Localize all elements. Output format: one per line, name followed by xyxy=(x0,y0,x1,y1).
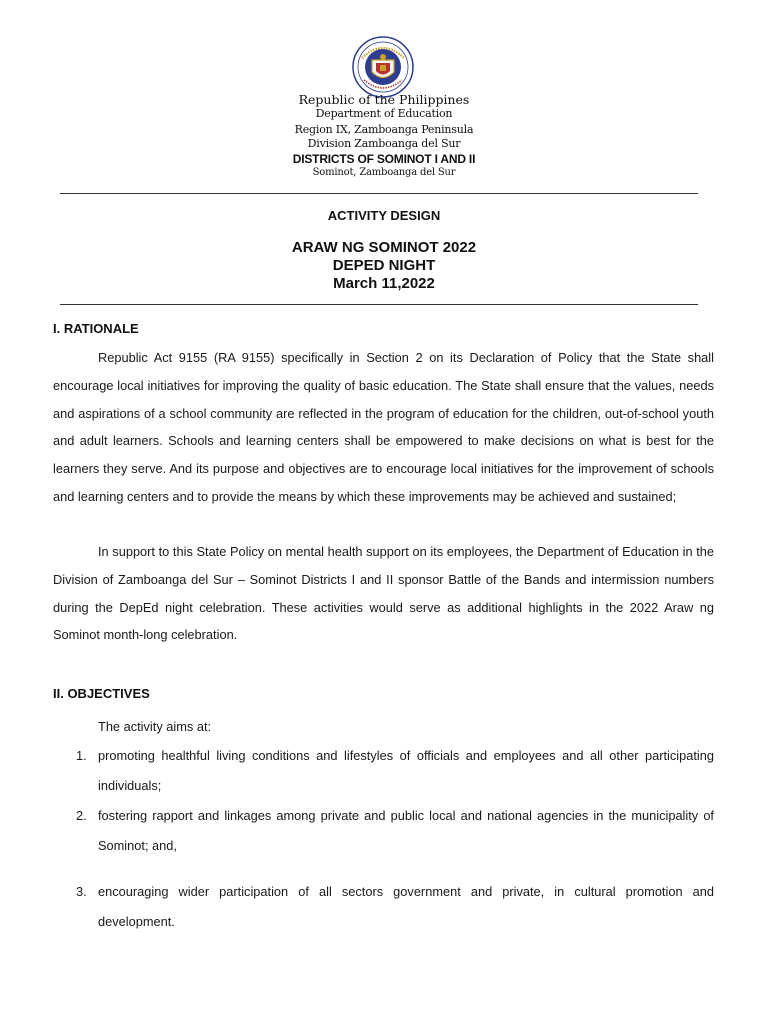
deped-seal-icon xyxy=(352,36,414,98)
header-divider xyxy=(60,193,698,194)
document-type-label: ACTIVITY DESIGN xyxy=(327,208,441,223)
rationale-paragraph: In support to this State Policy on mental health support on its employees, the Department of Education in the Division of Zamboanga del Sur – Sominot Districts I and II sponsor Battle of the Bands and intermission numbers during the DepEd night celebration. These activities would serve as additional highlights in the 2022 Araw ng Sominot month-long celebration. xyxy=(53,544,714,643)
document-date: March 11,2022 xyxy=(333,275,435,292)
header-location: Sominot, Zamboanga del Sur xyxy=(312,167,456,178)
list-item-text: promoting healthful living conditions and lifestyles of officials and employees and all other participating individuals; xyxy=(98,748,714,793)
section-heading-rationale: I. RATIONALE xyxy=(53,321,139,336)
header-division: Division Zamboanga del Sur xyxy=(307,137,461,150)
header-country: Republic of the Philippines xyxy=(298,92,470,107)
header-department: Department of Education xyxy=(315,107,453,120)
list-item-number: 1. xyxy=(76,748,87,763)
title-divider xyxy=(60,304,698,305)
header-districts: DISTRICTS OF SOMINOT I AND II xyxy=(292,152,476,166)
list-item-number: 2. xyxy=(76,808,87,823)
list-item-text: encouraging wider participation of all sectors government and private, in cultural promotion and development. xyxy=(98,884,714,929)
document-subtitle: DEPED NIGHT xyxy=(332,257,436,274)
rationale-paragraph: Republic Act 9155 (RA 9155) specifically in Section 2 on its Declaration of Policy that the State shall encourage local initiatives for improving the quality of basic education. The State shall ensure that the values, needs and aspirations of a school community are reflected in the program of education for the children, out-of-school youth and adult learners. Schools and learning centers shall be empowered to make decisions on what is best for the learners they serve. And its purpose and objectives are to encourage local initiatives for the improvement of schools and learning centers and to provide the means by which these improvements may be achieved and sustained; xyxy=(53,350,714,504)
objectives-intro: The activity aims at: xyxy=(98,719,212,734)
document-title: ARAW NG SOMINOT 2022 xyxy=(291,239,477,256)
list-item-number: 3. xyxy=(76,884,87,899)
section-heading-objectives: II. OBJECTIVES xyxy=(53,686,150,701)
list-item-text: fostering rapport and linkages among private and public local and national agencies in the municipality of Sominot; and, xyxy=(98,808,714,853)
header-region: Region IX, Zamboanga Peninsula xyxy=(294,123,474,136)
